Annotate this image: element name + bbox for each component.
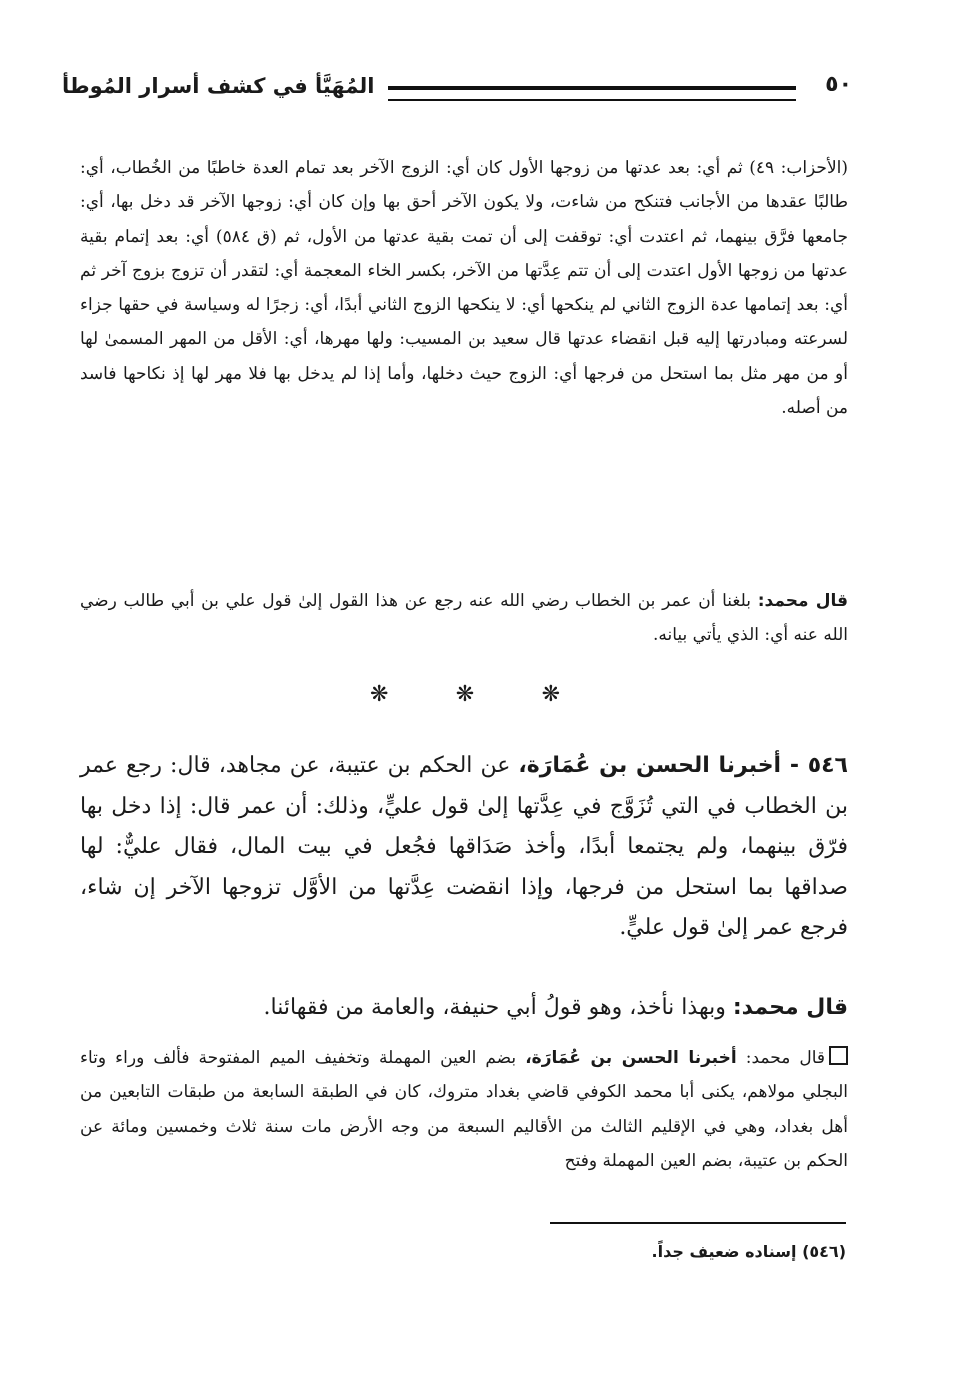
text-line: قال: إذا دخل بها فرّق بينهما، ولم يجتمعا أبدًا، وأخذ صَدَاقها فجُعل في بيت bbox=[80, 793, 849, 859]
text-line: الثاني أبدًا، أي: زجرًا له وسياسة في حقها جزاء لسرعته ومبادرتها إليه قبل انقضاء عدتها bbox=[80, 295, 848, 350]
text-line: الأوَّل تزوجها الآخر إن شاء، فرجع عمر إلىٰ قول عليٍّ. bbox=[80, 874, 848, 940]
text-line: (الأحزاب: ٤٩) ثم أي: بعد عدتها من زوجها الأول كان أي: الزوج الآخر بعد تمام العدة bbox=[252, 158, 848, 178]
section-separator bbox=[370, 682, 560, 712]
commentary-paragraph-3 bbox=[80, 1041, 848, 1178]
text-line: أي: توقفت إلى أن تمت بقية عدتها من الأول، ثم (ق ٥٨٤) أي: بعد إتمام بقية عدتها من bbox=[80, 226, 848, 281]
text-line: فاسد من أصله. bbox=[80, 363, 848, 419]
text-line: رجع عمر بن الخطاب في التي تُزَوَّج في عِدَّتها إلىٰ قول عليٍّ، وذلك: أن عمر bbox=[80, 753, 848, 819]
speaker-label: قال محمد: bbox=[732, 995, 848, 1020]
text-line: عن الحكم بن عتيبة، عن مجاهد، قال: bbox=[170, 753, 519, 778]
square-box-icon bbox=[829, 1046, 848, 1065]
text-line: علي بن أبي طالب رضي الله عنه أي: الذي يأتي بيانه. bbox=[80, 591, 848, 646]
asterism-icon: ❋ bbox=[541, 682, 560, 707]
verdict-paragraph bbox=[80, 988, 848, 1029]
page-number: ٥٠ bbox=[825, 72, 852, 97]
text-line: المال، فقال عليٌّ: لها صداقها بما استحل من فرجها، وإذا انقضت عِدَّتها من bbox=[80, 834, 848, 900]
narrator-label: أخبرنا الحسن بن عُمَارَة، bbox=[525, 1048, 737, 1068]
text-line: خاطبًا من الخُطاب، أي: طالبًا عقدها من الأجانب فتنكح من شاءت، ولا يكون الآخر bbox=[80, 158, 849, 213]
footnote: (٥٤٦) إسناده ضعيف جداً. bbox=[651, 1242, 846, 1261]
book-title: المُهَيَّأ في كشف أسرار المُوطأ bbox=[62, 74, 375, 98]
text-line: قال سعيد بن المسيب: ولها مهرها، أي: الأقل من المهر المسمىٰ لها أو من مهر مثل بما bbox=[80, 329, 848, 384]
narrator-label: أخبرنا الحسن بن عُمَارَة، bbox=[518, 753, 782, 778]
asterism-icon: ❋ bbox=[455, 682, 475, 707]
commentary-paragraph-2 bbox=[80, 584, 848, 653]
text-line: وجه الأرض مات سنة ثلاث وخمسين ومائة عن الحكم بن عتيبة، بضم العين المهملة وفتح bbox=[80, 1116, 848, 1171]
footnote-rule bbox=[550, 1222, 846, 1224]
text-line: بلغنا أن عمر بن الخطاب رضي الله عنه رجع عن هذا القول إلىٰ قول bbox=[262, 591, 751, 611]
verdict-text: وبهذا نأخذ، وهو قولُ أبي حنيفة، والعامة من فقهائنا. bbox=[263, 995, 733, 1020]
text-line: السابعة من طبقات التابعين من أهل بغداد، وهي في الإقليم الثالث من الأقاليم السبعة من bbox=[80, 1082, 848, 1137]
commentary-paragraph-1 bbox=[80, 151, 848, 425]
header-double-rule bbox=[388, 86, 796, 101]
text-line: زوجها الأول اعتدت إلى أن تتم عِدَّتها من الآخر، بكسر الخاء المعجمة أي: لتقدر أن bbox=[209, 260, 778, 281]
speaker-label: قال محمد: bbox=[757, 591, 849, 611]
hadith-text bbox=[80, 746, 848, 949]
text-line: وراء وتاء البجلي مولاهم، يكنى أبا محمد الكوفي قاضي بغداد متروك، كان في الطبقة bbox=[80, 1048, 848, 1103]
text-line: استحل من فرجها أي: الزوج حيث دخلها، وأما إذا لم يدخل بها فلا مهر لها إذ نكاحها bbox=[122, 363, 708, 384]
text-line: أحق بها وإن كان أي: زوجها الآخر قد دخل بها، أي: جامعها فرَّق بينهما، ثم اعتدت bbox=[80, 192, 848, 247]
page-header bbox=[62, 72, 852, 112]
asterism-icon: ❋ bbox=[370, 682, 389, 707]
text-line: تزوج بزوج آخر ثم أي: بعد إتمامها عدة الزوج الثاني لم ينكحها أي: لا ينكحها الزوج bbox=[80, 260, 848, 316]
lead-text: قال محمد: bbox=[736, 1048, 826, 1068]
text-line: بضم العين المهملة وتخفيف الميم المفتوحة فألف bbox=[153, 1048, 526, 1068]
hadith-number: ٥٤٦ - bbox=[781, 753, 848, 778]
